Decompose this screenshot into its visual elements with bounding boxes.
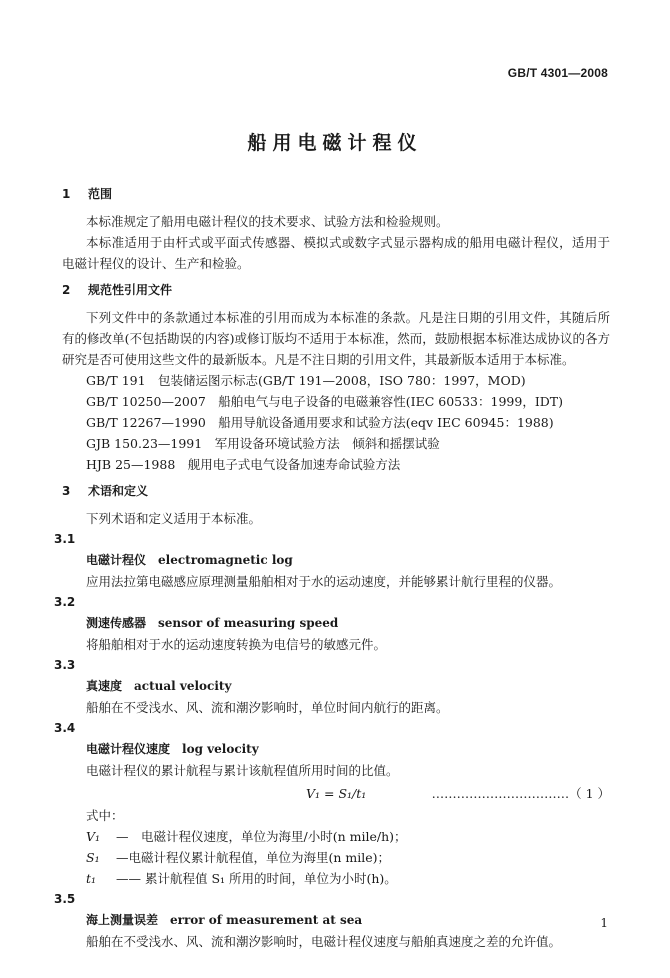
term-definition: 电磁计程仪的累计航程与累计该航程值所用时间的比值。 [86,763,399,778]
page-number: 1 [600,916,608,930]
clause-number: 3.2 [54,595,76,609]
reference-item: GB/T 12267—1990 船用导航设备通用要求和试验方法(eqv IEC 60945：1988) [86,415,554,430]
paragraph: 本标准适用于由杆式或平面式传感器、模拟式或数字式显示器构成的船用电磁计程仪，适用于电磁计程仪的设计、生产和检验。 [62,235,610,271]
clause-number: 3.1 [54,532,76,546]
document-title: 船用电磁计程仪 [247,132,423,154]
reference-item: HJB 25—1988 舰用电子式电气设备加速寿命试验方法 [86,457,401,472]
term-definition: 将船舶相对于水的运动速度转换为电信号的敏感元件。 [86,637,387,652]
term-definition: 船舶在不受浅水、风、流和潮汐影响时，单位时间内航行的距离。 [86,700,449,715]
paragraph: 下列文件中的条款通过本标准的引用而成为本标准的条款。凡是注日期的引用文件，其随后所有的修改单(不包括勘误的内容)或修订版均不适用于本标准，然而，鼓励根据本标准达成协议的各方研究是否可使用这些文件的最新版本。凡是不注日期的引用文件，其最新版本适用于本标准。 [62,310,610,367]
reference-item: GB/T 10250—2007 船舶电气与电子设备的电磁兼容性(IEC 60533：1999，IDT) [86,394,563,409]
term-definition: 应用法拉第电磁感应原理测量船舶相对于水的运动速度，并能够累计航行里程的仪器。 [86,574,562,589]
clause-number: 3.4 [54,721,76,735]
term-heading: 测速传感器 sensor of measuring speed [86,616,339,630]
term-heading: 电磁计程仪 electromagnetic log [86,553,293,567]
section-heading: 1 范围 [62,187,113,201]
paragraph: 本标准规定了船用电磁计程仪的技术要求、试验方法和检验规则。 [86,214,449,229]
formula-row [62,781,610,805]
term-heading: 电磁计程仪速度 log velocity [86,742,259,756]
clause-number: 3.5 [54,892,76,906]
document-body [54,184,610,952]
formula: V₁ = S₁/t₁ [306,786,367,801]
section-heading: 2 规范性引用文件 [62,283,173,297]
section-heading: 3 术语和定义 [62,484,149,498]
term-definition: 船舶在不受浅水、风、流和潮汐影响时，电磁计程仪速度与船舶真速度之差的允许值。 [86,934,562,949]
term-heading: 海上测量误差 error of measurement at sea [86,913,363,927]
variable-definition: S₁ —电磁计程仪累计航程值，单位为海里(n mile)； [86,850,391,865]
term-heading: 真速度 actual velocity [86,679,232,693]
formula-number: ……………………………（ 1 ） [431,786,610,801]
paragraph: 下列术语和定义适用于本标准。 [86,511,262,526]
variable-definition: t₁ —— 累计航程值 S₁ 所用的时间，单位为小时(h)。 [86,871,397,886]
reference-item: GJB 150.23—1991 军用设备环境试验方法 倾斜和摇摆试验 [86,436,440,451]
where-label: 式中： [86,808,124,823]
variable-definition: V₁ — 电磁计程仪速度，单位为海里/小时(n mile/h)； [86,829,407,844]
clause-number: 3.3 [54,658,76,672]
standard-code: GB/T 4301—2008 [507,66,608,80]
reference-item: GB/T 191 包装储运图示标志(GB/T 191—2008，ISO 780：1997，MOD) [86,373,526,388]
